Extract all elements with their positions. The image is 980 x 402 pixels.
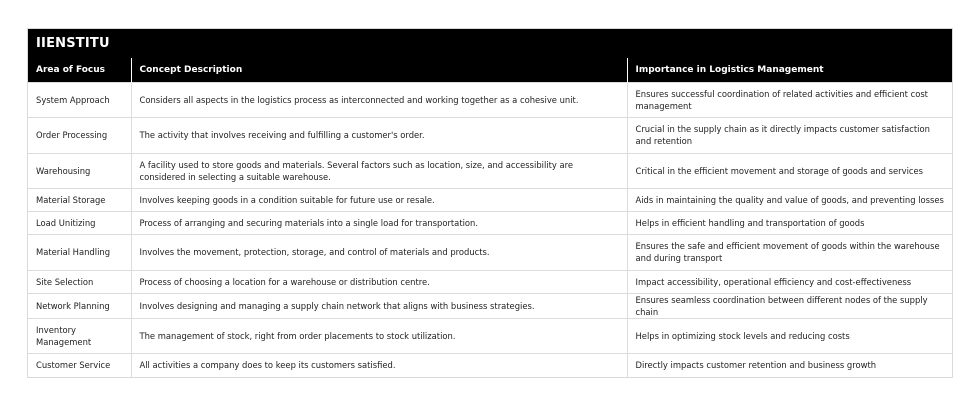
cell-description: All activities a company does to keep its customers satisfied. — [131, 354, 627, 377]
table-row — [28, 82, 952, 118]
cell-description: Involves the movement, protection, storage, and control of materials and products. — [131, 235, 627, 271]
column-header-area: Area of Focus — [36, 64, 106, 75]
cell-area: System Approach — [28, 82, 131, 118]
logistics-table — [28, 58, 952, 377]
table-row — [28, 235, 952, 271]
cell-description: The management of stock, right from order placements to stock utilization. — [131, 318, 627, 354]
cell-importance: Crucial in the supply chain as it directly impacts customer satisfaction and retention — [627, 118, 952, 154]
cell-area: Inventory Management — [28, 318, 131, 354]
cell-description: Involves keeping goods in a condition suitable for future use or resale. — [131, 189, 627, 212]
brand-title: IIENSTITU — [28, 29, 952, 58]
cell-importance: Ensures seamless coordination between different nodes of the supply chain — [627, 293, 952, 318]
cell-description: A facility used to store goods and materials. Several factors such as location, size, and accessibility are considered in selecting a suitable warehouse. — [131, 153, 627, 189]
cell-description: Considers all aspects in the logistics process as interconnected and working together as a cohesive unit. — [131, 82, 627, 118]
table-row — [28, 270, 952, 293]
cell-area: Warehousing — [28, 153, 131, 189]
logistics-table-container — [27, 28, 953, 378]
cell-importance: Ensures the safe and efficient movement of goods within the warehouse and during transport — [627, 235, 952, 271]
cell-importance: Impact accessibility, operational efficiency and cost-effectiveness — [627, 270, 952, 293]
cell-importance: Helps in optimizing stock levels and reducing costs — [627, 318, 952, 354]
cell-importance: Ensures successful coordination of related activities and efficient cost management — [627, 82, 952, 118]
table-row — [28, 153, 952, 189]
cell-area: Customer Service — [28, 354, 131, 377]
cell-area: Material Storage — [28, 189, 131, 212]
cell-description: The activity that involves receiving and fulfilling a customer's order. — [131, 118, 627, 154]
cell-importance: Directly impacts customer retention and business growth — [627, 354, 952, 377]
column-header-description: Concept Description — [131, 58, 627, 82]
table-row — [28, 354, 952, 377]
cell-area: Site Selection — [28, 270, 131, 293]
cell-importance: Aids in maintaining the quality and value of goods, and preventing losses — [627, 189, 952, 212]
table-row — [28, 212, 952, 235]
cell-description: Process of arranging and securing materials into a single load for transportation. — [131, 212, 627, 235]
cell-importance: Critical in the efficient movement and storage of goods and services — [627, 153, 952, 189]
table-row — [28, 118, 952, 154]
cell-description: Process of choosing a location for a warehouse or distribution centre. — [131, 270, 627, 293]
cell-area: Order Processing — [28, 118, 131, 154]
cell-importance: Helps in efficient handling and transportation of goods — [627, 212, 952, 235]
table-header — [28, 58, 952, 82]
column-header-importance: Importance in Logistics Management — [627, 58, 952, 82]
table-row — [28, 293, 952, 318]
cell-area: Material Handling — [28, 235, 131, 271]
table-body — [28, 82, 952, 377]
table-row — [28, 318, 952, 354]
cell-description: Involves designing and managing a supply chain network that aligns with business strategies. — [131, 293, 627, 318]
header-row — [28, 58, 952, 82]
table-row — [28, 189, 952, 212]
cell-area: Load Unitizing — [28, 212, 131, 235]
cell-area: Network Planning — [28, 293, 131, 318]
